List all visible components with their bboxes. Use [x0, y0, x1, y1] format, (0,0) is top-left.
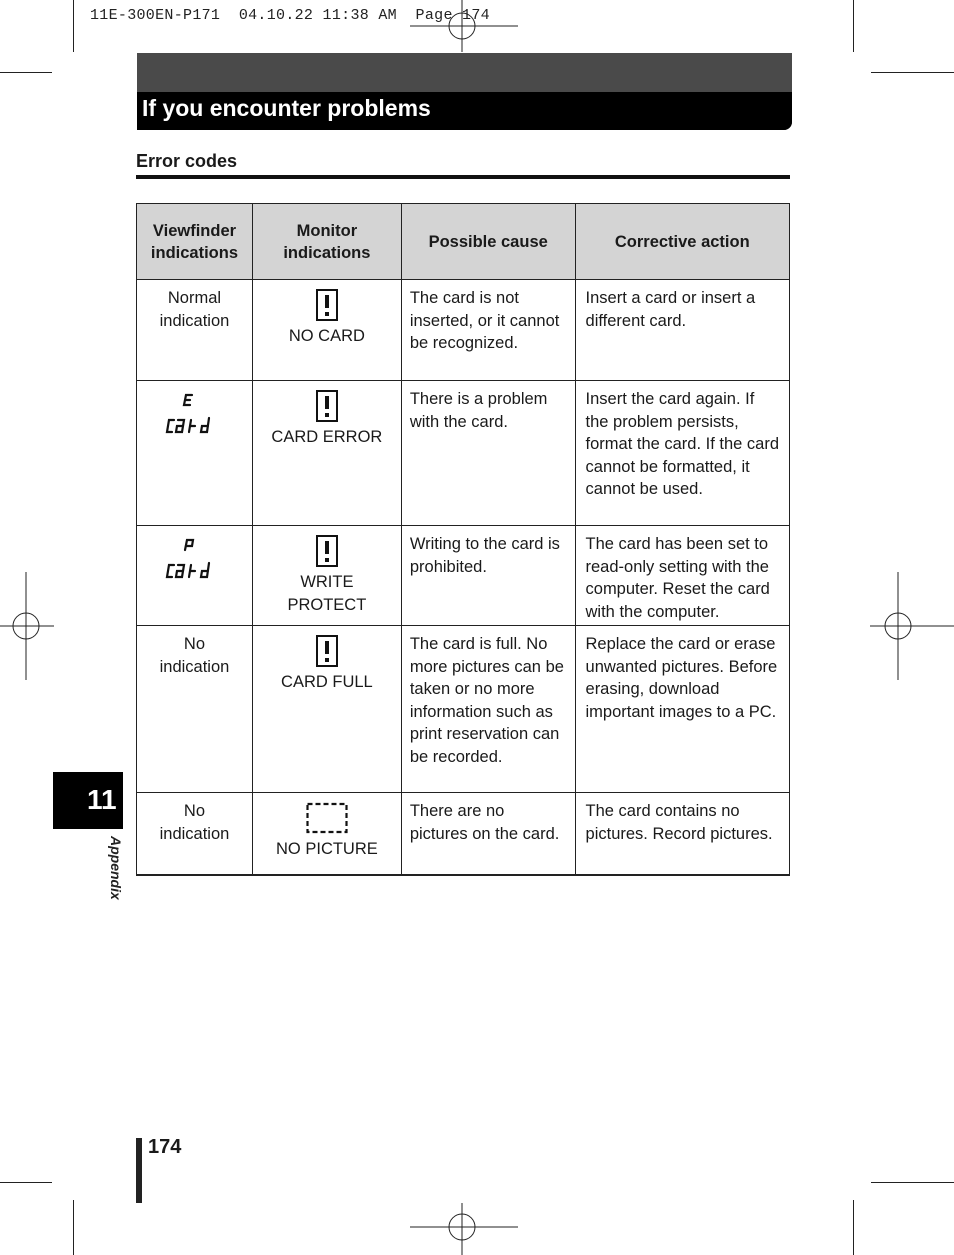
viewfinder-text: No indication: [159, 802, 230, 843]
cause-cell: There are no pictures on the card.: [401, 793, 575, 875]
exclamation-card-icon: [316, 390, 338, 422]
print-slug: 11E-300EN-P171 04.10.22 11:38 AM Page 174: [90, 7, 490, 24]
page-number-bar: [136, 1138, 142, 1203]
column-header-viewfinder: Viewfinder indications: [137, 204, 253, 280]
crop-mark: [871, 1182, 954, 1183]
viewfinder-text: Normal indication: [159, 289, 230, 330]
monitor-text: CARD FULL: [281, 673, 373, 691]
action-cell: Insert a card or insert a different card.: [575, 280, 789, 381]
crop-mark: [0, 72, 52, 73]
segment-display-write-protect-icon: [165, 536, 223, 584]
action-cell: The card has been set to read-only setting with the computer. Reset the card with the computer.: [575, 526, 789, 626]
viewfinder-cell: [137, 280, 253, 381]
monitor-cell: [252, 626, 401, 793]
exclamation-card-icon: [316, 535, 338, 567]
crop-mark: [853, 1200, 854, 1255]
section-divider: [136, 175, 790, 179]
cause-cell: Writing to the card is prohibited.: [401, 526, 575, 626]
registration-mark-icon: [410, 0, 518, 52]
cause-cell: The card is full. No more pictures can be taken or no more information such as print reservation can be recorded.: [401, 626, 575, 793]
exclamation-card-icon: [316, 289, 338, 321]
column-header-action: Corrective action: [575, 204, 789, 280]
table-row: [137, 626, 790, 793]
section-title: Error codes: [136, 151, 238, 171]
registration-mark-icon: [870, 572, 954, 680]
table-row: [137, 793, 790, 875]
crop-mark: [853, 0, 854, 52]
action-cell: Replace the card or erase unwanted pictures. Before erasing, download important images to a PC.: [575, 626, 789, 793]
monitor-text: CARD ERROR: [271, 428, 383, 446]
monitor-cell: [252, 280, 401, 381]
viewfinder-cell: [137, 793, 253, 875]
action-cell: Insert the card again. If the problem persists, format the card. If the card cannot be formatted, it cannot be used.: [575, 381, 789, 526]
registration-mark-icon: [410, 1203, 518, 1255]
segment-display-card-error-icon: [165, 391, 223, 439]
column-header-monitor: Monitor indications: [252, 204, 401, 280]
crop-mark: [73, 0, 74, 52]
monitor-text: WRITE PROTECT: [287, 573, 367, 614]
table-row: [137, 526, 790, 626]
chapter-tab: [53, 772, 123, 829]
crop-mark: [0, 1182, 52, 1183]
viewfinder-cell: [137, 526, 253, 626]
viewfinder-text: No indication: [159, 635, 230, 676]
table-row: [137, 381, 790, 526]
monitor-text: NO PICTURE: [276, 840, 378, 858]
monitor-cell: [252, 793, 401, 875]
monitor-cell: [252, 381, 401, 526]
dashed-frame-icon: [306, 802, 348, 834]
exclamation-card-icon: [316, 635, 338, 667]
table-header-row: [137, 204, 790, 280]
error-codes-table: [136, 203, 790, 876]
cause-cell: There is a problem with the card.: [401, 381, 575, 526]
chapter-number: 11: [87, 784, 117, 815]
registration-mark-icon: [0, 572, 54, 680]
monitor-cell: [252, 526, 401, 626]
page-number: 174: [148, 1136, 182, 1158]
column-header-cause: Possible cause: [401, 204, 575, 280]
table-row: [137, 280, 790, 381]
monitor-text: NO CARD: [288, 327, 365, 345]
viewfinder-cell: [137, 626, 253, 793]
chapter-label: Appendix: [108, 836, 124, 900]
header-title-bar: [137, 92, 792, 130]
crop-mark: [73, 1200, 74, 1255]
action-cell: The card contains no pictures. Record pictures.: [575, 793, 789, 875]
cause-cell: The card is not inserted, or it cannot be recognized.: [401, 280, 575, 381]
viewfinder-cell: [137, 381, 253, 526]
page-title: If you encounter problems: [142, 95, 431, 121]
crop-mark: [871, 72, 954, 73]
header-band: [137, 53, 792, 130]
